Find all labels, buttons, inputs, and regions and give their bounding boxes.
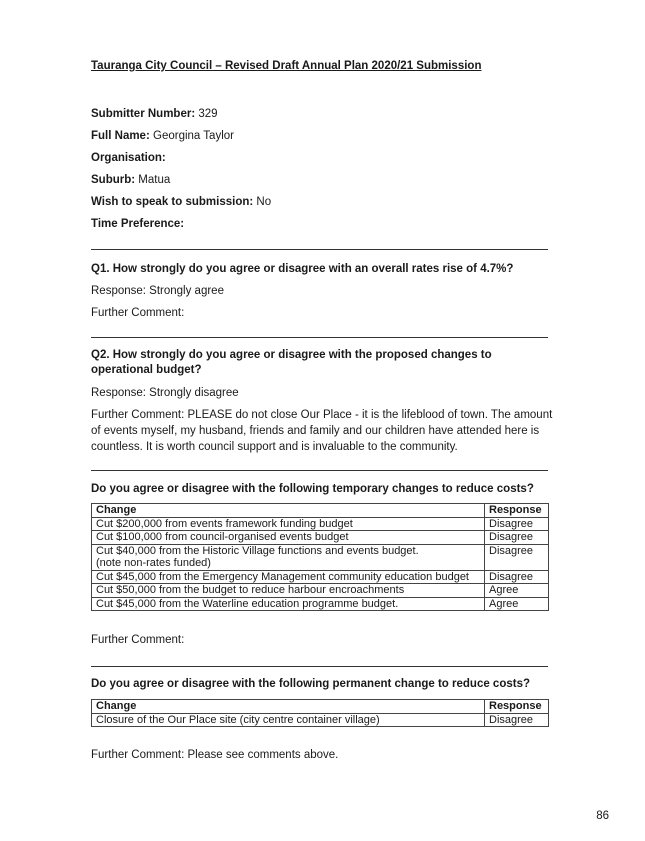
page-number: 86 <box>596 810 609 822</box>
column-header-response: Response <box>485 700 549 714</box>
table-row <box>92 531 549 545</box>
q3-comment: Further Comment: <box>91 634 185 646</box>
q4-comment: Further Comment: Please see comments above. <box>91 749 339 761</box>
divider <box>91 666 548 667</box>
response-cell: Disagree <box>485 570 549 584</box>
change-cell <box>92 544 485 570</box>
organisation-field <box>91 152 166 164</box>
response-cell: Disagree <box>485 713 549 727</box>
table-row <box>92 544 549 570</box>
column-header-change: Change <box>92 504 485 518</box>
suburb-value: Matua <box>138 174 171 186</box>
full-name-value: Georgina Taylor <box>153 130 234 142</box>
column-header-change: Change <box>92 700 485 714</box>
q2-comment: Further Comment: PLEASE do not close Our Place - it is the lifeblood of town. The amount of events myself, my husband, friends and family and our children have attended here is countless. It is worth council support and is invaluable to the community. <box>91 409 553 453</box>
time-preference-field <box>91 218 184 230</box>
response-cell: Agree <box>485 584 549 598</box>
q3-question: Do you agree or disagree with the following temporary changes to reduce costs? <box>91 483 534 495</box>
response-cell: Disagree <box>485 517 549 531</box>
change-cell: Cut $45,000 from the Waterline education programme budget. <box>92 597 485 611</box>
full-name-field <box>91 130 234 142</box>
q1-response: Response: Strongly agree <box>91 285 224 297</box>
suburb-field <box>91 174 170 186</box>
change-cell: Closure of the Our Place site (city centre container village) <box>92 713 485 727</box>
suburb-label: Suburb: <box>91 174 136 186</box>
column-header-response: Response <box>485 504 549 518</box>
change-cell: Cut $45,000 from the Emergency Management community education budget <box>92 570 485 584</box>
change-text: Cut $40,000 from the Historic Village functions and events budget. <box>96 544 419 557</box>
q2-question: Q2. How strongly do you agree or disagree with the proposed changes to operational budget? <box>91 349 492 376</box>
table-header-row <box>92 504 549 518</box>
table-row <box>92 713 549 727</box>
table-row <box>92 597 549 611</box>
submitter-number-label: Submitter Number: <box>91 108 196 120</box>
table-header-row <box>92 700 549 714</box>
change-cell: Cut $200,000 from events framework funding budget <box>92 517 485 531</box>
temporary-changes-table <box>91 503 549 611</box>
full-name-label: Full Name: <box>91 130 150 142</box>
change-note: (note non-rates funded) <box>96 557 211 569</box>
change-cell: Cut $100,000 from council-organised events budget <box>92 531 485 545</box>
q4-question: Do you agree or disagree with the following permanent change to reduce costs? <box>91 678 530 690</box>
response-cell: Disagree <box>485 531 549 545</box>
change-cell: Cut $50,000 from the budget to reduce harbour encroachments <box>92 584 485 598</box>
q1-comment: Further Comment: <box>91 307 185 319</box>
speak-label: Wish to speak to submission: <box>91 196 254 208</box>
submitter-number-field <box>91 108 218 120</box>
document-title: Tauranga City Council – Revised Draft Annual Plan 2020/21 Submission <box>91 60 482 72</box>
speak-value: No <box>256 196 272 208</box>
divider <box>91 470 548 471</box>
response-cell: Disagree <box>485 544 549 570</box>
response-cell: Agree <box>485 597 549 611</box>
q1-question: Q1. How strongly do you agree or disagree with an overall rates rise of 4.7%? <box>91 263 514 275</box>
divider <box>91 249 548 250</box>
permanent-change-table <box>91 699 549 727</box>
divider <box>91 337 548 338</box>
organisation-label: Organisation: <box>91 152 166 164</box>
submitter-number-value: 329 <box>198 108 218 120</box>
time-preference-label: Time Preference: <box>91 218 185 230</box>
table-row <box>92 517 549 531</box>
table-row <box>92 584 549 598</box>
table-row <box>92 570 549 584</box>
speak-field <box>91 196 271 208</box>
q2-response: Response: Strongly disagree <box>91 387 239 399</box>
